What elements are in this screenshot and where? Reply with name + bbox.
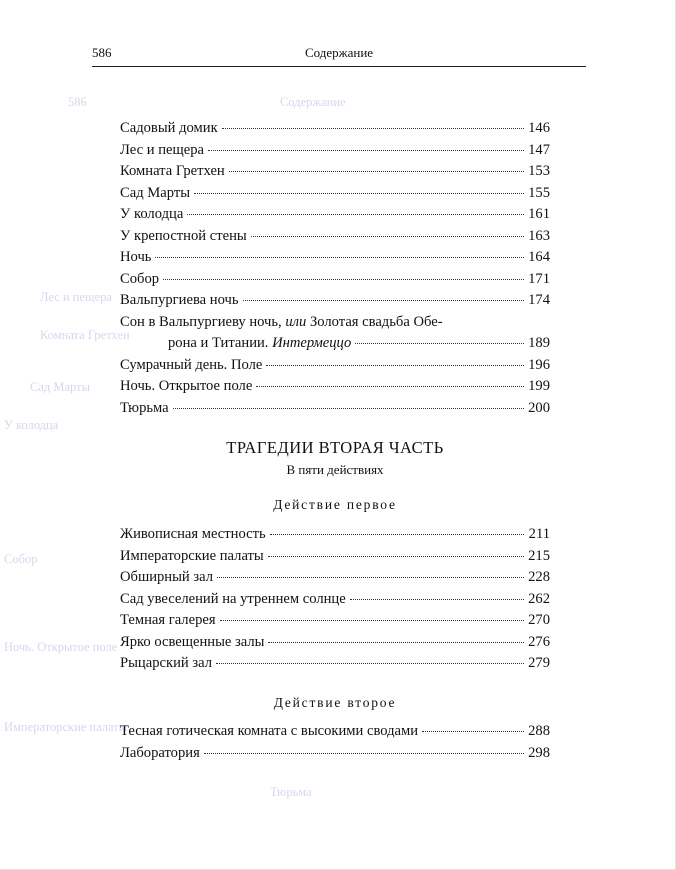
dot-leader bbox=[251, 236, 524, 237]
bleed-text: Императорские палаты bbox=[4, 720, 128, 734]
toc-entry[interactable] bbox=[120, 524, 550, 546]
toc-entry[interactable] bbox=[120, 653, 550, 675]
bleed-text: Ночь. Открытое поле bbox=[4, 640, 118, 654]
part-heading: ТРАГЕДИИ ВТОРАЯ ЧАСТЬ bbox=[226, 438, 444, 457]
dot-leader bbox=[194, 193, 524, 194]
dot-leader bbox=[216, 663, 524, 664]
toc-act-two bbox=[120, 721, 550, 764]
toc-entry-title: Сумрачный день. Поле bbox=[120, 356, 263, 373]
running-title: Содержание bbox=[304, 45, 374, 60]
toc-entry-title: Вальпургиева ночь bbox=[120, 292, 239, 308]
toc-entry[interactable] bbox=[120, 610, 550, 632]
toc-entry-page: 262 bbox=[528, 590, 550, 607]
toc-entry-title: Садовый домик bbox=[120, 120, 218, 136]
part-subheading: В пяти действиях bbox=[286, 462, 384, 477]
dot-leader bbox=[229, 171, 524, 172]
dot-leader bbox=[173, 408, 524, 409]
dot-leader bbox=[208, 150, 524, 151]
toc-entry[interactable] bbox=[120, 290, 550, 312]
dot-leader bbox=[266, 365, 524, 366]
dot-leader bbox=[268, 556, 524, 557]
dot-leader bbox=[204, 753, 524, 754]
toc-entry-page: 146 bbox=[528, 120, 550, 136]
bleed-text: Сад Марты bbox=[30, 380, 90, 394]
dot-leader bbox=[163, 279, 524, 280]
bleed-text: Комната Гретхен bbox=[40, 328, 130, 342]
toc-entry-page: 171 bbox=[528, 270, 550, 287]
running-head bbox=[92, 45, 586, 65]
dot-leader bbox=[256, 386, 524, 387]
toc-act-one bbox=[120, 524, 550, 675]
dot-leader bbox=[270, 534, 524, 535]
dot-leader bbox=[243, 300, 524, 301]
act-heading: Действие второе bbox=[273, 695, 397, 710]
toc-entry-page: 163 bbox=[528, 227, 550, 244]
dot-leader bbox=[268, 642, 524, 643]
toc-entry[interactable] bbox=[120, 398, 550, 420]
toc-entry-page: 298 bbox=[528, 744, 550, 761]
dot-leader bbox=[217, 577, 524, 578]
toc-entry[interactable] bbox=[120, 118, 550, 140]
toc-entry-page: 215 bbox=[528, 547, 550, 564]
toc-entry[interactable] bbox=[120, 204, 550, 226]
dot-leader bbox=[222, 128, 524, 129]
toc-entry-title-part: Сон в Вальпургиеву ночь, bbox=[120, 313, 286, 330]
toc-entry-page: 174 bbox=[528, 292, 550, 308]
toc-entry-title: Лес и пещера bbox=[120, 141, 204, 158]
toc-entry[interactable] bbox=[120, 632, 550, 654]
toc-entry[interactable] bbox=[120, 183, 550, 205]
toc-entry-title: Тесная готическая комната с высокими сводами bbox=[120, 723, 419, 739]
toc-entry[interactable] bbox=[120, 247, 550, 269]
dot-leader bbox=[355, 343, 524, 344]
bleed-text: Собор bbox=[4, 552, 38, 566]
toc-entry-title: Обширный зал bbox=[120, 569, 214, 585]
header-rule bbox=[92, 66, 586, 67]
toc-entry-page: 161 bbox=[528, 206, 550, 222]
toc-entry-title: У колодца bbox=[120, 206, 184, 222]
toc-entry-page: 164 bbox=[528, 249, 550, 265]
toc-entry[interactable] bbox=[120, 743, 550, 765]
dot-leader bbox=[187, 214, 524, 215]
toc-entry-title-part: Золотая свадьба Обе- bbox=[306, 313, 443, 330]
toc-entry-title: У крепостной стены bbox=[120, 227, 247, 244]
toc-entry-title-part: рона и Титании. bbox=[168, 335, 273, 351]
toc-entry[interactable] bbox=[120, 567, 550, 589]
toc-entry-page: 147 bbox=[528, 141, 550, 158]
bleed-text: У колодца bbox=[4, 418, 59, 432]
act-heading: Действие первое bbox=[273, 497, 397, 512]
toc-entry[interactable] bbox=[120, 161, 550, 183]
toc-entry-title: Собор bbox=[120, 270, 160, 287]
toc-entry-title: Лаборатория bbox=[120, 744, 200, 761]
toc-entry-page: 199 bbox=[528, 378, 550, 394]
toc-entry[interactable] bbox=[120, 140, 550, 162]
dot-leader bbox=[350, 599, 524, 600]
bleed-text: Содержание bbox=[280, 95, 346, 109]
toc-entry-page: 200 bbox=[528, 399, 550, 416]
toc-entry-title: Императорские палаты bbox=[120, 547, 264, 564]
toc-entry-page: 288 bbox=[528, 723, 550, 739]
toc-entry-title: Сад Марты bbox=[120, 184, 191, 201]
toc-entry-page: 155 bbox=[528, 184, 550, 201]
toc-entry-page: 276 bbox=[528, 633, 550, 650]
toc-entry-page: 279 bbox=[528, 655, 550, 671]
toc-entry-title: Живописная местность bbox=[120, 526, 266, 542]
toc-entry-title: Ночь. Открытое поле bbox=[120, 378, 253, 394]
bleed-text: 586 bbox=[68, 95, 87, 109]
toc-entry-multiline-second[interactable] bbox=[120, 333, 550, 355]
toc-entry-title: Комната Гретхен bbox=[120, 163, 225, 179]
toc-entry-title-italic: или bbox=[285, 313, 307, 330]
toc-entry[interactable] bbox=[120, 376, 550, 398]
toc-entry-title: Ночь bbox=[120, 249, 152, 265]
toc-entry[interactable] bbox=[120, 226, 550, 248]
toc-entry-page: 270 bbox=[528, 612, 550, 628]
toc-entry-title: Рыцарский зал bbox=[120, 655, 212, 671]
toc-entry-title: Тюрьма bbox=[120, 399, 169, 416]
toc-entry-page: 189 bbox=[528, 335, 550, 351]
dot-leader bbox=[220, 620, 524, 621]
toc-entry[interactable] bbox=[120, 269, 550, 291]
toc-entry-title-italic: Интермеццо bbox=[272, 335, 352, 351]
toc-entry-page: 196 bbox=[528, 356, 550, 373]
bleed-text: Тюрьма bbox=[270, 785, 312, 799]
toc-entry[interactable] bbox=[120, 546, 550, 568]
dot-leader bbox=[422, 731, 524, 732]
dot-leader bbox=[155, 257, 524, 258]
toc-entry-title: Ярко освещенные залы bbox=[120, 633, 265, 650]
toc-entry-page: 153 bbox=[528, 163, 550, 179]
toc-entry-multiline-first[interactable] bbox=[120, 312, 550, 334]
toc-entry-page: 228 bbox=[528, 569, 550, 585]
toc-entry[interactable] bbox=[120, 721, 550, 743]
page-number: 586 bbox=[92, 45, 112, 60]
toc-entry[interactable] bbox=[120, 355, 550, 377]
toc-entry-title: Темная галерея bbox=[120, 612, 216, 628]
bleed-text: Лес и пещера bbox=[40, 290, 112, 304]
toc-entry-page: 211 bbox=[528, 526, 550, 542]
toc-entry[interactable] bbox=[120, 589, 550, 611]
toc-entry-title: Сад увеселений на утреннем солнце bbox=[120, 590, 346, 607]
toc-part-one bbox=[120, 118, 550, 419]
